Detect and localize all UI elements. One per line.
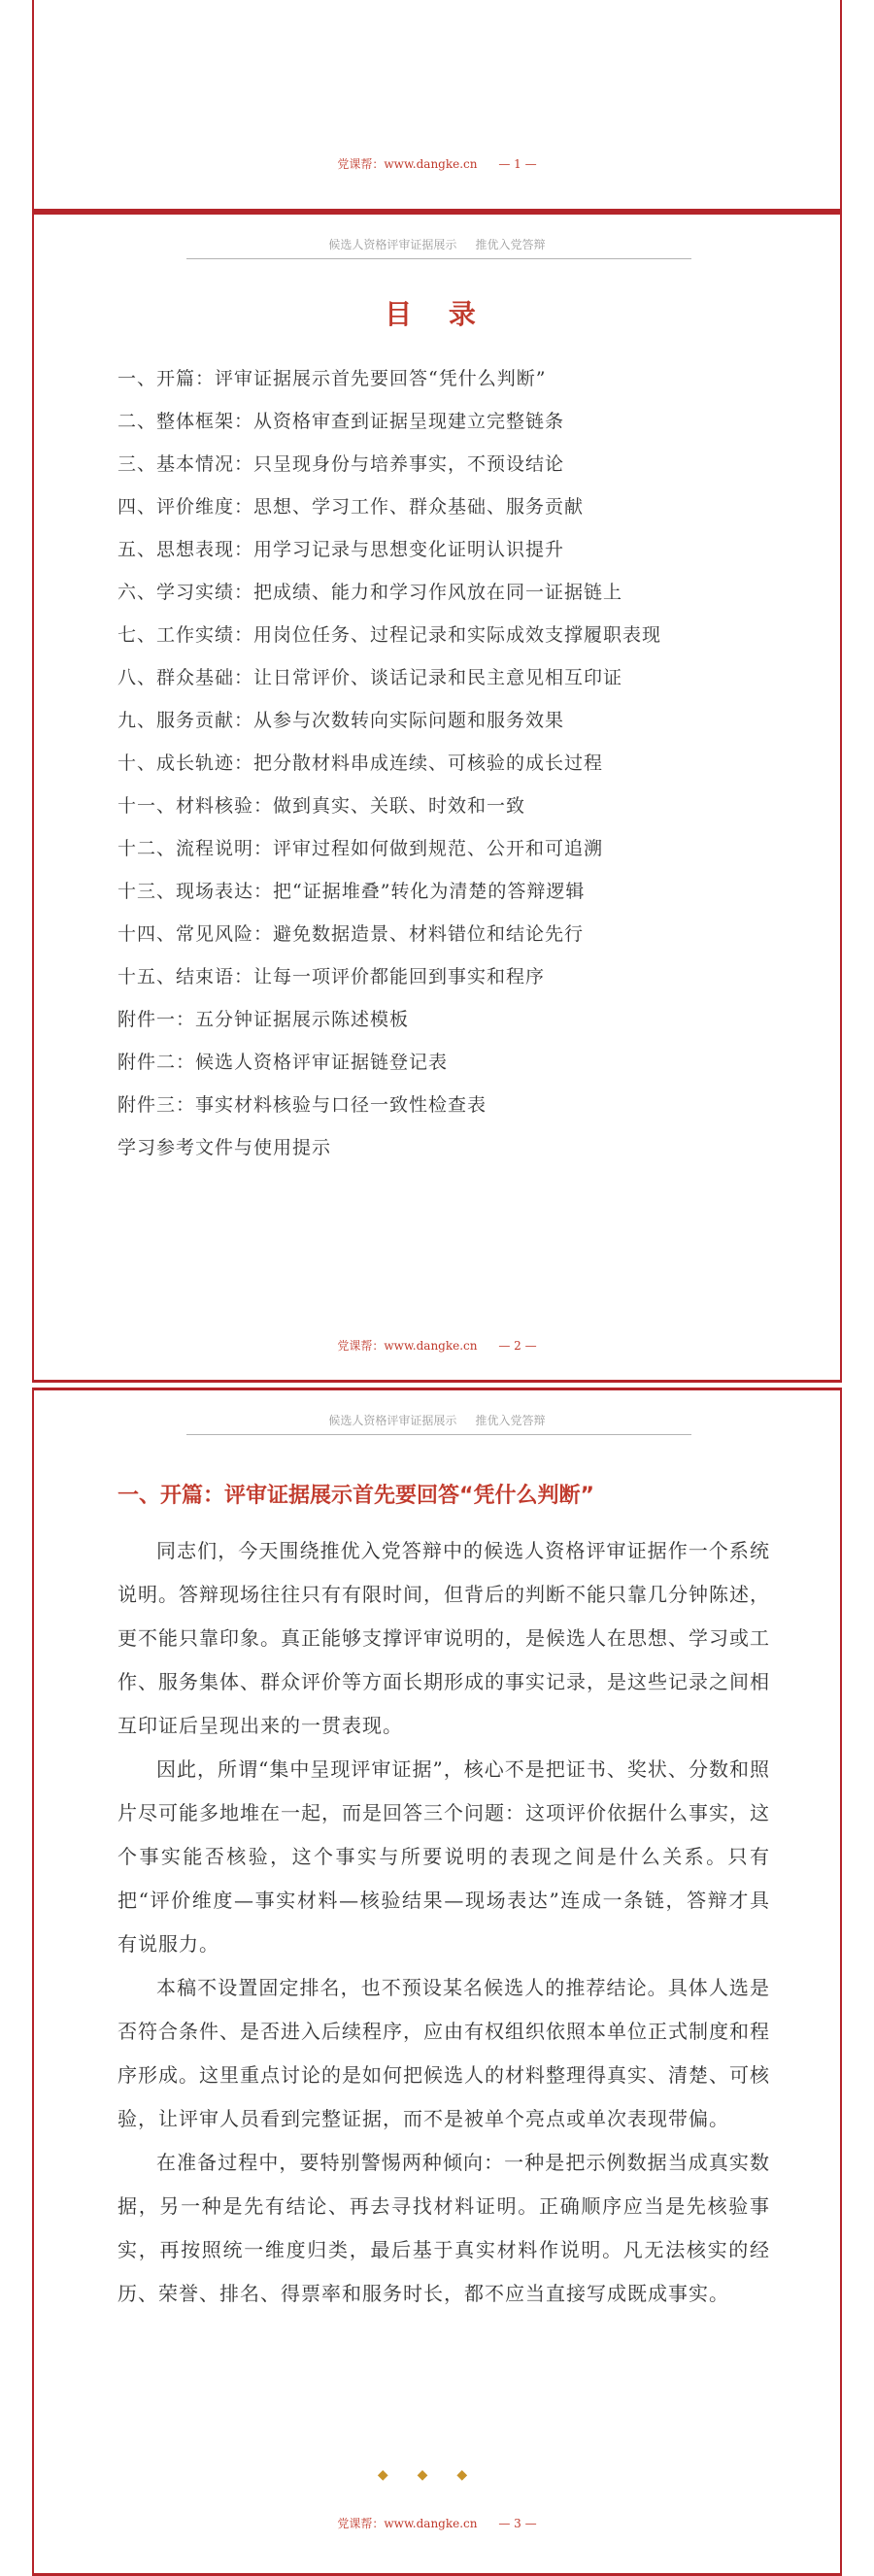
- toc-item[interactable]: 七、工作实绩：用岗位任务、过程记录和实际成效支撑履职表现: [118, 624, 662, 646]
- toc-item[interactable]: 四、评价维度：思想、学习工作、群众基础、服务贡献: [118, 496, 585, 518]
- toc-item[interactable]: 五、思想表现：用学习记录与思想变化证明认识提升: [118, 539, 565, 560]
- running-header-right: 推优入党答辩: [475, 1414, 546, 1427]
- footer-page-number: — 2 —: [498, 1339, 537, 1353]
- page-footer: [34, 1337, 840, 1354]
- footer-site: 党课帮：www.dangke.cn: [337, 1339, 478, 1353]
- toc-item[interactable]: 附件一：五分钟证据展示陈述模板: [118, 1009, 410, 1030]
- footer-page-number: — 3 —: [498, 2517, 537, 2530]
- footer-page-number: — 1 —: [498, 157, 537, 171]
- toc-item[interactable]: 九、服务贡献：从参与次数转向实际问题和服务效果: [118, 710, 565, 731]
- section-heading: 一、开篇：评审证据展示首先要回答“凭什么判断”: [118, 1484, 594, 1508]
- toc-item[interactable]: 十四、常见风险：避免数据造景、材料错位和结论先行: [118, 923, 585, 945]
- footer-site: 党课帮：www.dangke.cn: [337, 2517, 478, 2530]
- section-body: [118, 1529, 770, 2316]
- page-footer: [34, 2515, 840, 2531]
- running-header-left: 候选人资格评审证据展示: [328, 1414, 457, 1427]
- running-header-left: 候选人资格评审证据展示: [328, 238, 457, 251]
- diamond-divider-icon: ◆◆◆: [377, 2467, 497, 2483]
- header-rule: [186, 1434, 691, 1435]
- toc-item[interactable]: 一、开篇：评审证据展示首先要回答“凭什么判断”: [118, 368, 547, 389]
- toc-item[interactable]: 八、群众基础：让日常评价、谈话记录和民主意见相互印证: [118, 667, 623, 688]
- toc-item[interactable]: 附件二：候选人资格评审证据链登记表: [118, 1052, 449, 1073]
- page-footer: [34, 155, 840, 172]
- running-header-right: 推优入党答辩: [475, 238, 546, 251]
- page-3: [32, 1388, 842, 2576]
- header-rule: [186, 258, 691, 259]
- body-paragraph: 在准备过程中，要特别警惕两种倾向：一种是把示例数据当成真实数据，另一种是先有结论、再去寻找材料证明。正确顺序应当是先核验事实，再按照统一维度归类，最后基于真实材料作说明。凡无法核实的经历、荣誉、排名、得票率和服务时长，都不应当直接写成既成事实。: [118, 2151, 770, 2305]
- toc-item[interactable]: 十二、流程说明：评审过程如何做到规范、公开和可追溯: [118, 838, 604, 859]
- body-paragraph: 同志们，今天围绕推优入党答辩中的候选人资格评审证据作一个系统说明。答辩现场往往只有有限时间，但背后的判断不能只靠几分钟陈述，更不能只靠印象。真正能够支撑评审说明的，是候选人在思想、学习或工作、服务集体、群众评价等方面长期形成的事实记录，是这些记录之间相互印证后呈现出来的一贯表现。: [118, 1539, 770, 1737]
- toc-item[interactable]: 六、学习实绩：把成绩、能力和学习作风放在同一证据链上: [118, 582, 623, 603]
- toc-item[interactable]: 附件三：事实材料核验与口径一致性检查表: [118, 1094, 487, 1116]
- toc-item[interactable]: 二、整体框架：从资格审查到证据呈现建立完整链条: [118, 411, 565, 432]
- running-header: [34, 236, 840, 252]
- page-2: [32, 212, 842, 1383]
- toc-item[interactable]: 学习参考文件与使用提示: [118, 1137, 332, 1158]
- toc-item[interactable]: 十五、结束语：让每一项评价都能回到事实和程序: [118, 966, 546, 987]
- toc-item[interactable]: 三、基本情况：只呈现身份与培养事实，不预设结论: [118, 453, 565, 475]
- toc-item[interactable]: 十一、材料核验：做到真实、关联、时效和一致: [118, 795, 526, 817]
- page-1: [32, 0, 842, 212]
- toc-item[interactable]: 十、成长轨迹：把分散材料串成连续、可核验的成长过程: [118, 753, 604, 774]
- footer-site: 党课帮：www.dangke.cn: [337, 157, 478, 171]
- toc-title: 目 录: [385, 298, 489, 330]
- toc-list: [118, 357, 661, 1169]
- running-header: [34, 1412, 840, 1428]
- body-paragraph: 因此，所谓“集中呈现评审证据”，核心不是把证书、奖状、分数和照片尽可能多地堆在一起，而是回答三个问题：这项评价依据什么事实，这个事实能否核验，这个事实与所要说明的表现之间是什么关系。只有把“评价维度—事实材料—核验结果—现场表达”连成一条链，答辩才具有说服力。: [118, 1757, 770, 1956]
- body-paragraph: 本稿不设置固定排名，也不预设某名候选人的推荐结论。具体人选是否符合条件、是否进入后续程序，应由有权组织依照本单位正式制度和程序形成。这里重点讨论的是如何把候选人的材料整理得真实、清楚、可核验，让评审人员看到完整证据，而不是被单个亮点或单次表现带偏。: [118, 1976, 770, 2130]
- toc-item[interactable]: 十三、现场表达：把“证据堆叠”转化为清楚的答辩逻辑: [118, 881, 586, 902]
